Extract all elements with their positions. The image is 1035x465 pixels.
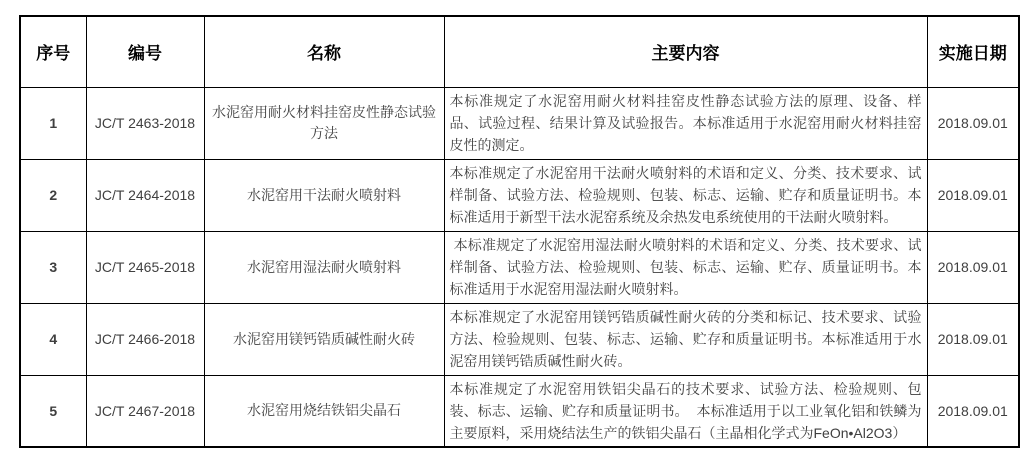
col-header-code: 编号 xyxy=(86,16,204,87)
implementation-date: 2018.09.01 xyxy=(927,231,1019,303)
row-num: 3 xyxy=(20,231,86,303)
table-row xyxy=(20,87,1019,159)
row-num: 5 xyxy=(20,375,86,447)
implementation-date: 2018.09.01 xyxy=(927,87,1019,159)
table-row xyxy=(20,303,1019,375)
table-body xyxy=(20,87,1019,447)
standard-code: JC/T 2465-2018 xyxy=(86,231,204,303)
col-header-content: 主要内容 xyxy=(444,16,927,87)
row-num: 2 xyxy=(20,159,86,231)
standard-name: 水泥窑用烧结铁铝尖晶石 xyxy=(204,375,444,447)
implementation-date: 2018.09.01 xyxy=(927,303,1019,375)
standard-content: 本标准规定了水泥窑用耐火材料挂窑皮性静态试验方法的原理、设备、样品、试验过程、结果计算及试验报告。本标准适用于水泥窑用耐火材料挂窑皮性的测定。 xyxy=(444,87,927,159)
standard-code: JC/T 2464-2018 xyxy=(86,159,204,231)
standard-content: 本标准规定了水泥窑用镁钙锆质碱性耐火砖的分类和标记、技术要求、试验方法、检验规则、包装、标志、运输、贮存和质量证明书。本标准适用于水泥窑用镁钙锆质碱性耐火砖。 xyxy=(444,303,927,375)
standard-code: JC/T 2467-2018 xyxy=(86,375,204,447)
row-num: 4 xyxy=(20,303,86,375)
standards-table xyxy=(19,15,1020,448)
standard-code: JC/T 2466-2018 xyxy=(86,303,204,375)
col-header-name: 名称 xyxy=(204,16,444,87)
standard-name: 水泥窑用湿法耐火喷射料 xyxy=(204,231,444,303)
row-num: 1 xyxy=(20,87,86,159)
standards-table-container xyxy=(19,15,1020,448)
table-row xyxy=(20,375,1019,447)
standard-content: 本标准规定了水泥窑用干法耐火喷射料的术语和定义、分类、技术要求、试样制备、试验方法、检验规则、包装、标志、运输、贮存和质量证明书。本标准适用于新型干法水泥窑系统及余热发电系统使用的干法耐火喷射料。 xyxy=(444,159,927,231)
standard-content: 本标准规定了水泥窑用湿法耐火喷射料的术语和定义、分类、技术要求、试样制备、试验方法、检验规则、包装、标志、运输、贮存、质量证明书。本标准适用于水泥窑用湿法耐火喷射料。 xyxy=(444,231,927,303)
standard-content: 本标准规定了水泥窑用铁铝尖晶石的技术要求、试验方法、检验规则、包装、标志、运输、贮存和质量证明书。 本标准适用于以工业氧化铝和铁鳞为主要原料，采用烧结法生产的铁铝尖晶石（主晶相化学式为FeOn•Al2O3） xyxy=(444,375,927,447)
col-header-num: 序号 xyxy=(20,16,86,87)
standard-code: JC/T 2463-2018 xyxy=(86,87,204,159)
standard-name: 水泥窑用镁钙锆质碱性耐火砖 xyxy=(204,303,444,375)
header-row xyxy=(20,16,1019,87)
implementation-date: 2018.09.01 xyxy=(927,375,1019,447)
table-row xyxy=(20,231,1019,303)
standard-name: 水泥窑用干法耐火喷射料 xyxy=(204,159,444,231)
standard-name: 水泥窑用耐火材料挂窑皮性静态试验方法 xyxy=(204,87,444,159)
implementation-date: 2018.09.01 xyxy=(927,159,1019,231)
col-header-date: 实施日期 xyxy=(927,16,1019,87)
table-header xyxy=(20,16,1019,87)
table-row xyxy=(20,159,1019,231)
